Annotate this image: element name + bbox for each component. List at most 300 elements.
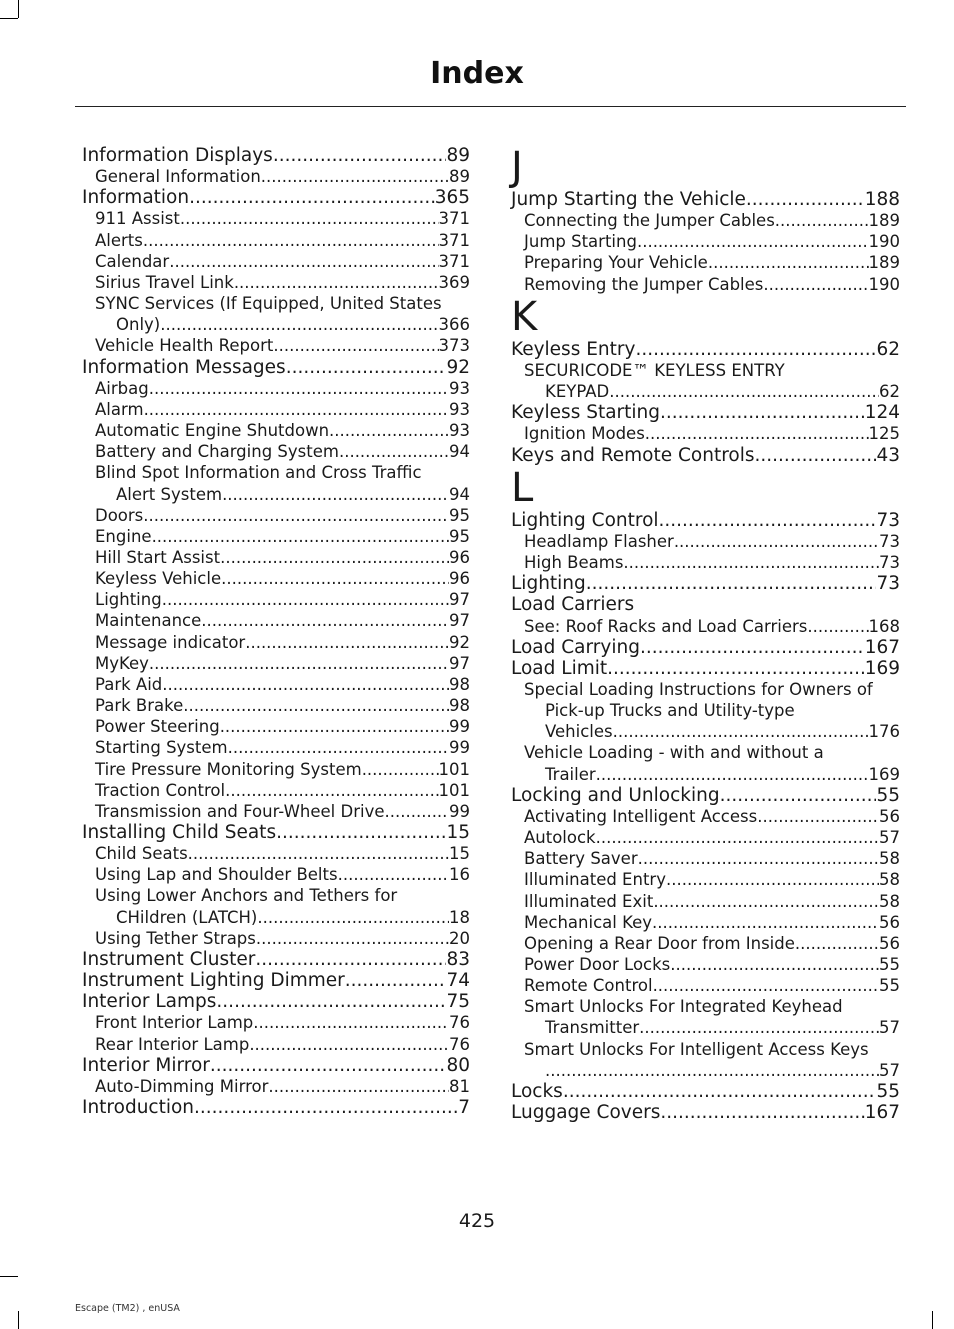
index-subentry[interactable]: [82, 801, 470, 822]
entry-page-number: 75: [446, 991, 470, 1013]
entry-page-number: 97: [449, 590, 470, 610]
index-entry[interactable]: [82, 949, 470, 970]
dot-leader: [607, 658, 865, 679]
entry-page-number: 56: [879, 912, 900, 932]
index-subentry[interactable]: [82, 230, 470, 251]
entry-page-number: 80: [446, 1054, 470, 1076]
entry-page-number: 168: [868, 616, 900, 636]
dot-leader: [225, 780, 438, 801]
index-entry[interactable]: [82, 822, 470, 843]
index-subentry[interactable]: [511, 996, 900, 1017]
entry-page-number: 83: [446, 948, 470, 970]
index-subentry[interactable]: [82, 505, 470, 526]
dot-leader: [245, 632, 449, 653]
entry-label: KEYPAD: [545, 382, 610, 402]
entry-label: See: Roof Racks and Load Carriers: [524, 616, 808, 636]
entry-page-number: 371: [438, 209, 470, 229]
entry-page-number: 55: [879, 976, 900, 996]
index-subentry[interactable]: [82, 864, 470, 885]
entry-label: Engine: [95, 526, 152, 546]
dot-leader: [384, 801, 449, 822]
entry-page-number: 73: [879, 553, 900, 573]
index-subentry[interactable]: [82, 166, 470, 187]
index-subentry[interactable]: [511, 742, 900, 763]
entry-label: Locks: [511, 1080, 563, 1102]
entry-label: Lighting: [511, 573, 586, 595]
index-entry[interactable]: [511, 339, 900, 360]
index-entry[interactable]: [511, 785, 900, 806]
entry-label: Special Loading Instructions for Owners of: [524, 679, 873, 699]
entry-label: Activating Intelligent Access: [524, 806, 758, 826]
entry-page-number: 96: [449, 547, 470, 567]
entry-page-number: 98: [449, 696, 470, 716]
entry-page-number: 365: [434, 187, 470, 209]
index-subentry[interactable]: [82, 610, 470, 631]
index-subentry[interactable]: [82, 420, 470, 441]
dot-leader: [273, 145, 447, 166]
index-subentry[interactable]: [82, 1012, 470, 1033]
entry-label: Load Limit: [511, 657, 608, 679]
index-subentry[interactable]: [82, 907, 470, 928]
index-subentry[interactable]: [82, 462, 470, 483]
crop-mark: [0, 18, 18, 19]
entry-label: Park Aid: [95, 674, 163, 694]
entry-page-number: 99: [449, 738, 470, 758]
index-subentry[interactable]: [511, 616, 900, 637]
dot-leader: [221, 568, 449, 589]
entry-label: Information Messages: [82, 356, 286, 378]
entry-page-number: 190: [868, 232, 900, 252]
entry-label: Autolock: [524, 828, 596, 848]
entry-label: Headlamp Flasher: [524, 531, 674, 551]
dot-leader: [746, 189, 865, 210]
entry-page-number: 99: [449, 717, 470, 737]
entry-page-number: 57: [879, 1018, 900, 1038]
index-entry[interactable]: [82, 970, 470, 991]
dot-leader: [249, 1034, 449, 1055]
entry-page-number: 167: [864, 1102, 900, 1124]
entry-label: Interior Lamps: [82, 991, 217, 1013]
entry-page-number: 15: [449, 844, 470, 864]
index-subentry[interactable]: [511, 1039, 900, 1060]
entry-label: Opening a Rear Door from Inside: [524, 933, 795, 953]
index-subentry[interactable]: [82, 272, 470, 293]
entry-page-number: 169: [868, 764, 900, 784]
entry-page-number: 92: [449, 632, 470, 652]
entry-label: Smart Unlocks For Integrated Keyhead: [524, 997, 843, 1017]
index-entry[interactable]: [82, 357, 470, 378]
entry-page-number: 93: [449, 399, 470, 419]
index-entry[interactable]: [511, 189, 900, 210]
entry-label: Auto-Dimming Mirror: [95, 1076, 269, 1096]
index-subentry[interactable]: [82, 716, 470, 737]
dot-leader: [639, 1017, 879, 1038]
index-subentry[interactable]: [82, 335, 470, 356]
dot-leader: [652, 912, 879, 933]
entry-label: Child Seats: [95, 844, 188, 864]
entry-label: Alarm: [95, 399, 144, 419]
dot-leader: [637, 231, 869, 252]
entry-page-number: 58: [879, 870, 900, 890]
index-column-right: [511, 145, 900, 1123]
dot-leader: [563, 1081, 877, 1102]
dot-leader: [143, 505, 449, 526]
entry-label: Introduction: [82, 1097, 195, 1119]
index-subentry[interactable]: [82, 568, 470, 589]
dot-leader: [763, 274, 868, 295]
dot-leader: [807, 616, 868, 637]
index-subentry[interactable]: [82, 547, 470, 568]
dot-leader: [795, 933, 879, 954]
entry-label: Power Steering: [95, 717, 220, 737]
entry-page-number: 15: [446, 822, 470, 843]
dot-leader: [261, 166, 449, 187]
dot-leader: [645, 423, 869, 444]
entry-page-number: 373: [438, 336, 470, 356]
index-subentry[interactable]: [511, 210, 900, 231]
entry-label: Keyless Vehicle: [95, 569, 222, 589]
entry-page-number: 95: [449, 526, 470, 546]
index-subentry[interactable]: [82, 293, 470, 314]
entry-label: Starting System: [95, 738, 228, 758]
entry-page-number: 369: [438, 272, 470, 292]
entry-label: Ignition Modes: [524, 424, 645, 444]
dot-leader: [609, 381, 879, 402]
index-subentry[interactable]: [82, 759, 470, 780]
index-subentry[interactable]: [82, 737, 470, 758]
entry-label: Information Displays: [82, 145, 273, 166]
entry-page-number: 89: [446, 145, 470, 166]
index-subentry[interactable]: [511, 975, 900, 996]
entry-label: Installing Child Seats: [82, 822, 277, 843]
index-subentry[interactable]: [82, 251, 470, 272]
index-subentry[interactable]: [82, 526, 470, 547]
entry-label: Smart Unlocks For Intelligent Access Keys: [524, 1039, 869, 1059]
index-subentry[interactable]: [511, 700, 900, 721]
index-subentry[interactable]: [82, 208, 470, 229]
dot-leader: [273, 335, 438, 356]
entry-page-number: 55: [876, 784, 900, 806]
entry-label: Park Brake: [95, 696, 184, 716]
entry-label: Interior Mirror: [82, 1054, 210, 1076]
entry-label: Front Interior Lamp: [95, 1013, 254, 1033]
index-entry[interactable]: [511, 510, 900, 531]
entry-label: Illuminated Entry: [524, 870, 666, 890]
entry-page-number: 57: [879, 1060, 900, 1080]
entry-label: 911 Assist: [95, 209, 180, 229]
index-subentry[interactable]: [511, 552, 900, 573]
index-entry[interactable]: [82, 991, 470, 1012]
entry-page-number: 125: [868, 424, 900, 444]
entry-label: Battery and Charging System: [95, 442, 339, 462]
entry-label: Pick-up Trucks and Utility-type: [545, 701, 795, 721]
entry-page-number: 56: [879, 933, 900, 953]
page-number: 425: [458, 1210, 496, 1232]
dot-leader: [586, 573, 877, 594]
index-section-letter: L: [511, 464, 534, 511]
dot-leader: [149, 378, 449, 399]
dot-leader: [623, 552, 879, 573]
index-subentry[interactable]: [511, 869, 900, 890]
dot-leader: [234, 272, 439, 293]
entry-label: Vehicle Loading - with and without a: [524, 743, 824, 763]
entry-label: Rear Interior Lamp: [95, 1034, 250, 1054]
dot-leader: [653, 975, 879, 996]
dot-leader: [188, 843, 449, 864]
index-column-left: [82, 145, 470, 1118]
entry-page-number: 18: [449, 907, 470, 927]
entry-label: Only): [116, 315, 161, 335]
dot-leader: [216, 991, 446, 1012]
entry-label: SECURICODE™ KEYLESS ENTRY: [524, 360, 785, 380]
entry-label: General Information: [95, 167, 261, 187]
index-subentry[interactable]: [511, 912, 900, 933]
entry-page-number: 62: [876, 338, 900, 360]
index-entry[interactable]: [82, 145, 470, 166]
dot-leader: [757, 806, 879, 827]
dot-leader: [596, 764, 869, 785]
dot-leader: [162, 589, 449, 610]
entry-page-number: 97: [449, 653, 470, 673]
index-entry[interactable]: [511, 1081, 900, 1102]
index-subentry[interactable]: [82, 632, 470, 653]
dot-leader: [670, 954, 879, 975]
dot-leader: [160, 314, 438, 335]
entry-page-number: 57: [879, 828, 900, 848]
entry-label: Trailer: [545, 764, 596, 784]
index-subentry[interactable]: [511, 423, 900, 444]
entry-page-number: 73: [876, 573, 900, 595]
index-subentry[interactable]: [82, 314, 470, 335]
index-subentry[interactable]: [82, 885, 470, 906]
entry-page-number: 55: [876, 1080, 900, 1102]
entry-label: Lighting: [95, 590, 162, 610]
entry-label: Alerts: [95, 230, 143, 250]
entry-label: Tire Pressure Monitoring System: [95, 759, 362, 779]
entry-page-number: 94: [449, 484, 470, 504]
index-entry[interactable]: [82, 187, 470, 208]
entry-page-number: 189: [868, 211, 900, 231]
index-subentry[interactable]: [511, 1017, 900, 1038]
entry-page-number: 167: [864, 636, 900, 658]
index-subentry[interactable]: [511, 1060, 900, 1081]
index-entry[interactable]: [511, 594, 900, 615]
dot-leader: [596, 827, 879, 848]
entry-page-number: 76: [449, 1034, 470, 1054]
dot-leader: [708, 252, 869, 273]
dot-leader: [666, 869, 879, 890]
entry-label: Keyless Starting: [511, 402, 661, 424]
entry-page-number: 73: [876, 509, 900, 531]
index-section-letter: K: [511, 293, 538, 340]
index-subentry[interactable]: [82, 589, 470, 610]
dot-leader: [149, 653, 449, 674]
crop-mark: [932, 1311, 933, 1329]
entry-label: Automatic Engine Shutdown: [95, 421, 330, 441]
entry-page-number: 101: [438, 759, 470, 779]
index-subentry[interactable]: [82, 441, 470, 462]
entry-label: Connecting the Jumper Cables: [524, 211, 775, 231]
page-title: Index: [430, 56, 524, 91]
index-subentry[interactable]: [511, 531, 900, 552]
entry-label: Using Tether Straps: [95, 928, 256, 948]
dot-leader: [180, 208, 439, 229]
index-entry[interactable]: [511, 573, 900, 594]
index-subentry[interactable]: [82, 653, 470, 674]
index-subentry[interactable]: [511, 360, 900, 381]
entry-label: Airbag: [95, 378, 149, 398]
index-subentry[interactable]: [511, 274, 900, 295]
index-entry[interactable]: [511, 445, 900, 466]
dot-leader: [222, 484, 449, 505]
entry-page-number: 94: [449, 442, 470, 462]
dot-leader: [659, 510, 877, 531]
dot-leader: [220, 716, 449, 737]
dot-leader: [169, 251, 438, 272]
dot-leader: [338, 864, 449, 885]
dot-leader: [210, 1055, 447, 1076]
index-entry[interactable]: [82, 1097, 470, 1118]
index-subentry[interactable]: [511, 891, 900, 912]
dot-leader: [183, 695, 449, 716]
entry-label: Traction Control: [95, 780, 226, 800]
index-subentry[interactable]: [511, 954, 900, 975]
dot-leader: [362, 759, 439, 780]
footer-text: Escape (TM2) , enUSA: [75, 1303, 180, 1314]
index-subentry[interactable]: [511, 848, 900, 869]
entry-label: Lighting Control: [511, 509, 659, 531]
entry-label: SYNC Services (If Equipped, United States: [95, 294, 442, 314]
entry-page-number: 43: [876, 444, 900, 466]
entry-label: Vehicles: [545, 722, 613, 742]
index-subentry[interactable]: [511, 933, 900, 954]
dot-leader: [256, 928, 449, 949]
index-subentry[interactable]: [82, 674, 470, 695]
entry-label: Power Door Locks: [524, 955, 671, 974]
dot-leader: [253, 1012, 449, 1033]
entry-page-number: 101: [438, 780, 470, 800]
dot-leader: [635, 339, 876, 360]
entry-page-number: 188: [864, 189, 900, 210]
entry-label: Vehicle Health Report: [95, 336, 274, 356]
entry-label: Preparing Your Vehicle: [524, 253, 708, 273]
index-subentry[interactable]: [511, 806, 900, 827]
dot-leader: [286, 357, 447, 378]
entry-label: Removing the Jumper Cables: [524, 274, 764, 294]
dot-leader: [255, 949, 446, 970]
index-subentry[interactable]: [511, 231, 900, 252]
dot-leader: [152, 526, 449, 547]
entry-label: CHildren (LATCH): [116, 907, 258, 927]
entry-page-number: 73: [879, 531, 900, 551]
index-entry[interactable]: [511, 402, 900, 423]
entry-label: Keys and Remote Controls: [511, 444, 755, 466]
entry-label: Remote Control: [524, 976, 653, 996]
entry-page-number: 56: [879, 806, 900, 826]
entry-label: Locking and Unlocking: [511, 784, 720, 806]
index-subentry[interactable]: [82, 695, 470, 716]
entry-label: Blind Spot Information and Cross Traffic: [95, 463, 422, 483]
entry-label: Sirius Travel Link: [95, 272, 234, 292]
title-divider: [75, 106, 906, 107]
index-entry[interactable]: [82, 1055, 470, 1076]
dot-leader: [220, 547, 449, 568]
dot-leader: [660, 1102, 864, 1123]
crop-mark: [18, 1311, 19, 1329]
entry-page-number: 169: [864, 657, 900, 679]
index-entry[interactable]: [511, 637, 900, 658]
index-subentry[interactable]: [82, 843, 470, 864]
entry-label: Transmitter: [545, 1018, 640, 1038]
crop-mark: [0, 1276, 18, 1277]
crop-mark: [18, 0, 19, 18]
index-subentry[interactable]: [82, 928, 470, 949]
entry-page-number: 96: [449, 569, 470, 589]
dot-leader: [339, 441, 449, 462]
index-subentry[interactable]: [511, 679, 900, 700]
index-subentry[interactable]: [82, 780, 470, 801]
dot-leader: [329, 420, 449, 441]
entry-label: Using Lower Anchors and Tethers for: [95, 886, 398, 906]
index-subentry[interactable]: [511, 721, 900, 742]
dot-leader: [345, 970, 447, 991]
index-subentry[interactable]: [82, 1034, 470, 1055]
entry-page-number: 190: [868, 274, 900, 294]
entry-page-number: 93: [449, 421, 470, 441]
dot-leader: [775, 210, 869, 231]
index-subentry[interactable]: [511, 764, 900, 785]
entry-page-number: 58: [879, 849, 900, 869]
entry-page-number: 81: [449, 1076, 470, 1096]
index-subentry[interactable]: [82, 1076, 470, 1097]
index-subentry[interactable]: [82, 484, 470, 505]
index-entry[interactable]: [511, 658, 900, 679]
index-subentry[interactable]: [82, 399, 470, 420]
entry-page-number: 99: [449, 801, 470, 821]
index-entry[interactable]: [511, 1102, 900, 1123]
dot-leader: [257, 907, 449, 928]
entry-label: Instrument Cluster: [82, 948, 256, 970]
entry-label: Calendar: [95, 251, 170, 271]
entry-label: Message indicator: [95, 632, 246, 652]
index-subentry[interactable]: [511, 827, 900, 848]
entry-page-number: 371: [438, 230, 470, 250]
dot-leader: [194, 1097, 458, 1118]
entry-label: Luggage Covers: [511, 1102, 661, 1124]
index-section-letter: J: [511, 144, 523, 190]
entry-label: Mechanical Key: [524, 912, 652, 932]
index-subentry[interactable]: [511, 381, 900, 402]
entry-label: Alert System: [116, 484, 223, 504]
entry-page-number: 189: [868, 253, 900, 273]
dot-leader: [545, 1060, 879, 1081]
dot-leader: [162, 674, 449, 695]
dot-leader: [755, 445, 877, 466]
entry-label: High Beams: [524, 553, 624, 573]
entry-page-number: 366: [438, 315, 470, 335]
dot-leader: [640, 637, 865, 658]
entry-page-number: 124: [864, 402, 900, 424]
index-subentry[interactable]: [82, 378, 470, 399]
entry-page-number: 93: [449, 378, 470, 398]
entry-page-number: 97: [449, 611, 470, 631]
entry-label: Jump Starting: [524, 232, 637, 252]
dot-leader: [268, 1076, 449, 1097]
dot-leader: [720, 785, 877, 806]
dot-leader: [638, 848, 879, 869]
index-subentry[interactable]: [511, 252, 900, 273]
entry-label: Information: [82, 187, 190, 209]
